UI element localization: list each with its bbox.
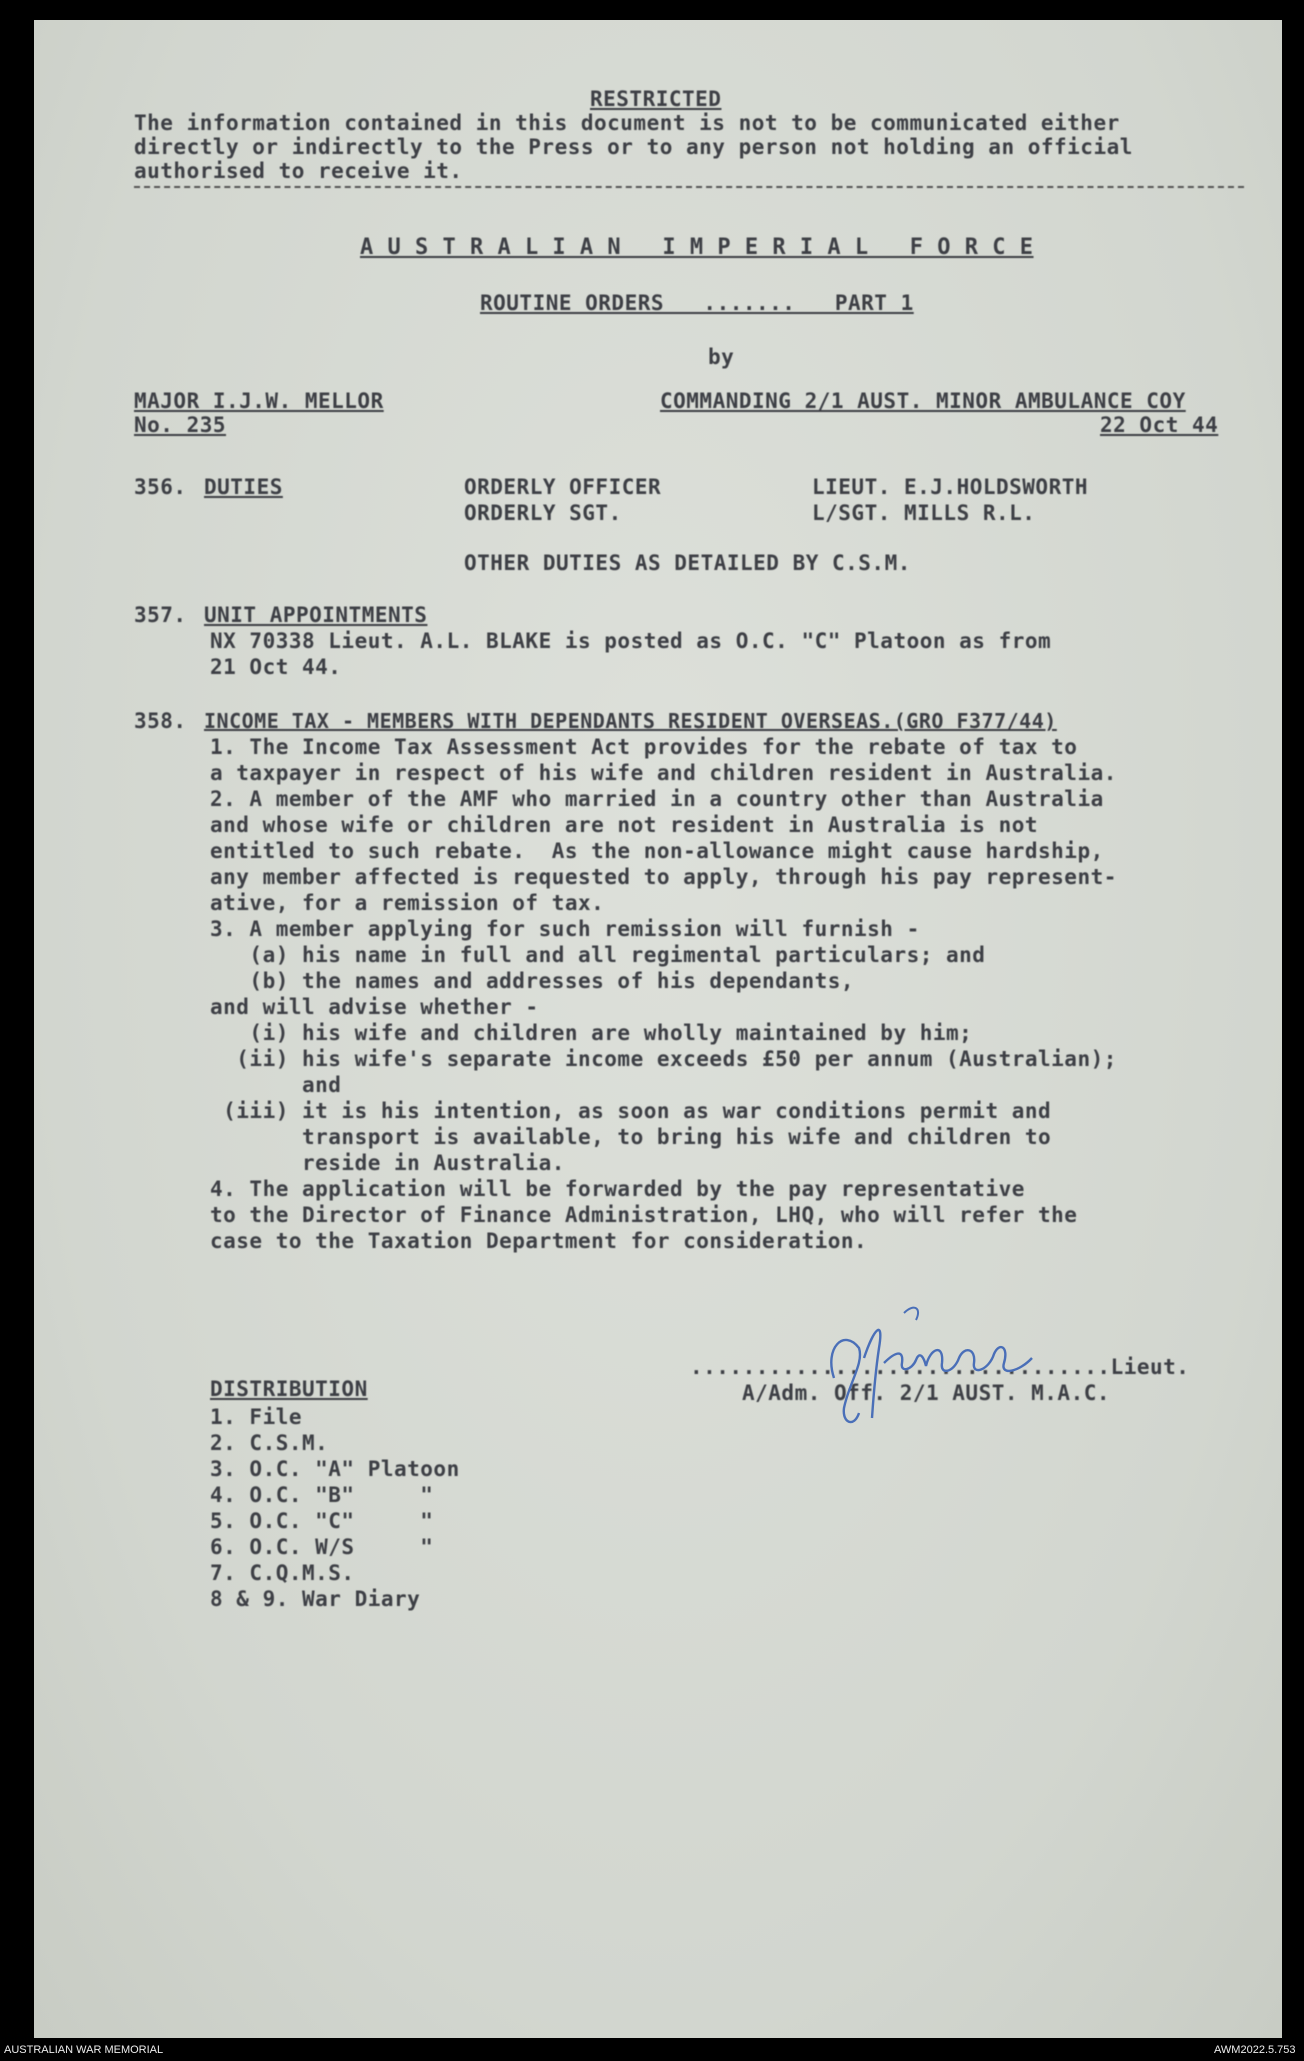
body-line: (i) his wife and children are wholly maintained by him; xyxy=(210,1021,973,1045)
document-sheet xyxy=(34,20,1282,2038)
body-line: ative, for a remission of tax. xyxy=(210,891,605,915)
other-duties: OTHER DUTIES AS DETAILED BY C.S.M. xyxy=(464,551,911,575)
item-357-line-2: 21 Oct 44. xyxy=(210,655,342,679)
body-line: case to the Taxation Department for consideration. xyxy=(210,1229,868,1253)
duty-role-1: ORDERLY OFFICER xyxy=(464,475,662,499)
list-item: 2. C.S.M. xyxy=(210,1431,329,1455)
duty-name-2: L/SGT. MILLS R.L. xyxy=(812,501,1036,525)
body-line: reside in Australia. xyxy=(210,1151,565,1175)
body-line: (iii) it is his intention, as soon as war conditions permit and xyxy=(210,1099,1052,1123)
body-line: and will advise whether - xyxy=(210,995,539,1019)
body-line: (b) the names and addresses of his dependants, xyxy=(210,969,855,993)
body-line: 3. A member applying for such remission will furnish - xyxy=(210,917,920,941)
item-358-number: 358. xyxy=(134,709,187,733)
footer-archive-id: AWM2022.5.753 xyxy=(1214,2044,1296,2056)
orders-title: ROUTINE ORDERS ....... PART 1 xyxy=(480,291,914,315)
handwritten-signature xyxy=(804,1288,1074,1438)
duty-role-2: ORDERLY SGT. xyxy=(464,501,622,525)
list-item: 8 & 9. War Diary xyxy=(210,1587,421,1611)
signature-dots: ................................Lieut. xyxy=(690,1355,1190,1379)
body-line: any member affected is requested to apply, through his pay represent- xyxy=(210,865,1117,889)
item-356-number: 356. xyxy=(134,475,187,499)
order-date: 22 Oct 44 xyxy=(1100,413,1219,437)
body-line: 1. The Income Tax Assessment Act provides for the rebate of tax to xyxy=(210,735,1078,759)
body-line: and xyxy=(210,1073,342,1097)
duty-name-1: LIEUT. E.J.HOLDSWORTH xyxy=(812,475,1089,499)
item-357-number: 357. xyxy=(134,603,187,627)
body-line: (ii) his wife's separate income exceeds £50 per annum (Australian); xyxy=(210,1047,1117,1071)
list-item: 4. O.C. "B" " xyxy=(210,1483,434,1507)
list-item: 1. File xyxy=(210,1405,303,1429)
body-line: 2. A member of the AMF who married in a country other than Australia xyxy=(210,787,1104,811)
body-line: entitled to such rebate. As the non-allowance might cause hardship, xyxy=(210,839,1104,863)
item-357-line-1: NX 70338 Lieut. A.L. BLAKE is posted as O.C. "C" Platoon as from xyxy=(210,629,1052,653)
body-line: (a) his name in full and all regimental particulars; and xyxy=(210,943,986,967)
officer-name: MAJOR I.J.W. MELLOR xyxy=(134,389,384,413)
caution-line-2: directly or indirectly to the Press or to any person not holding an official xyxy=(134,135,1133,159)
caution-line-3: authorised to receive it. xyxy=(134,159,463,183)
list-item: 5. O.C. "C" " xyxy=(210,1509,434,1533)
command-line: COMMANDING 2/1 AUST. MINOR AMBULANCE COY xyxy=(660,389,1186,413)
body-line: a taxpayer in respect of his wife and children resident in Australia. xyxy=(210,761,1117,785)
order-number: No. 235 xyxy=(134,413,227,437)
body-line: 4. The application will be forwarded by the pay representative xyxy=(210,1177,1025,1201)
header-rule xyxy=(134,186,1244,188)
list-item: 7. C.Q.M.S. xyxy=(210,1561,355,1585)
body-line: transport is available, to bring his wife and children to xyxy=(210,1125,1052,1149)
classification: RESTRICTED xyxy=(590,87,722,111)
item-358-heading: INCOME TAX - MEMBERS WITH DEPENDANTS RESIDENT OVERSEAS.(GRO F377/44) xyxy=(204,709,1057,733)
body-line: to the Director of Finance Administration, LHQ, who will refer the xyxy=(210,1203,1078,1227)
force-title: A U S T R A L I A N I M P E R I A L F O R C E xyxy=(360,235,1034,260)
body-line: and whose wife or children are not resident in Australia is not xyxy=(210,813,1039,837)
list-item: 3. O.C. "A" Platoon xyxy=(210,1457,460,1481)
signature-title: A/Adm. Off. 2/1 AUST. M.A.C. xyxy=(742,1381,1111,1405)
list-item: 6. O.C. W/S " xyxy=(210,1535,434,1559)
footer-archive-name: AUSTRALIAN WAR MEMORIAL xyxy=(4,2044,164,2056)
caution-line-1: The information contained in this document is not to be communicated either xyxy=(134,111,1120,135)
item-356-heading: DUTIES xyxy=(204,475,283,499)
distribution-heading: DISTRIBUTION xyxy=(210,1377,368,1401)
by-line: by xyxy=(708,345,735,369)
item-357-heading: UNIT APPOINTMENTS xyxy=(204,603,428,627)
